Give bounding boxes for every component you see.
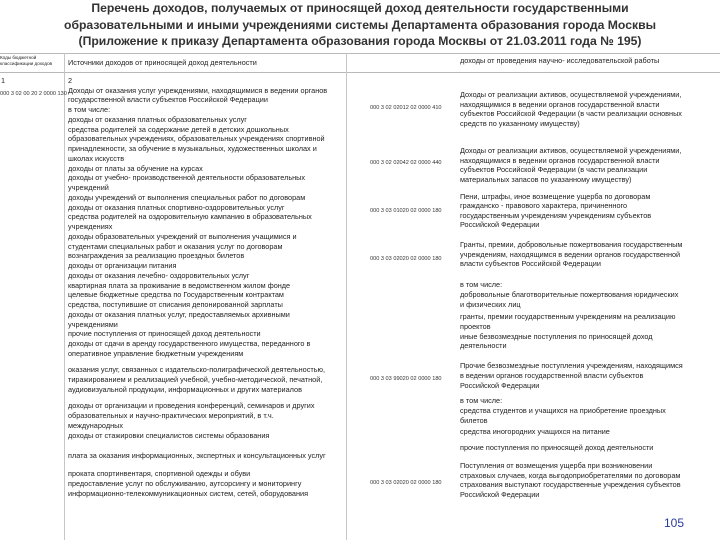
income-source-line: доходы от оказания платных услуг, предоставляемых архивными <box>68 310 290 319</box>
asset-income-line: учреждениям, находящимся в ведении органов государственной <box>460 250 681 259</box>
income-source-line: оперативное управление бюджетным учреждениям <box>68 349 244 358</box>
right-code-1: 000 3 02 02012 02 0000 410 <box>370 105 442 111</box>
asset-income-line: Прочие безвозмездные поступления учреждениям, находящимся <box>460 361 683 370</box>
income-source-line: в том числе: <box>68 105 111 114</box>
income-source-line: доходы от оказания лечебно- оздоровительных услуг <box>68 271 250 280</box>
code-column-header-line-2: классификации доходов <box>0 60 53 66</box>
asset-income-line: Гранты, премии, добровольные пожертвования государственным <box>460 240 683 249</box>
income-source-line: средства родителей на оздоровительную кампанию в образовательных <box>68 212 312 221</box>
title-line-1: Перечень доходов, получаемых от приносящей доход деятельности государственными <box>91 1 629 15</box>
code-column-header <box>0 55 52 66</box>
income-source-line: доходы от оказания платных образовательных услуг <box>68 115 247 124</box>
income-source-line: учреждений <box>68 183 109 192</box>
asset-income-line: Пени, штрафы, иное возмещение ущерба по договорам <box>460 192 651 201</box>
asset-income-line: проектов <box>460 322 491 331</box>
page-title <box>0 0 720 50</box>
income-source-line: доходы от учебно- производственной деятельности образовательных <box>68 173 306 182</box>
asset-income-line: Поступления от возмещения ущерба при возникновении <box>460 461 653 470</box>
income-source-line: средства родителей за содержание детей в детских дошкольных <box>68 125 289 134</box>
income-source-line: школах искусств <box>68 154 125 163</box>
income-source-line: образовательных и научно-практических мероприятий, в т.ч. <box>68 411 274 420</box>
column-number-2: 2 <box>68 76 73 85</box>
income-source-line: оказания услуг, связанных с издательско-полиграфической деятельностью, <box>68 365 326 374</box>
asset-income-line: страхования выступают государственные учреждения субъектов <box>460 480 681 489</box>
right-code-5: 000 3 03 99020 02 0000 180 <box>370 376 442 382</box>
left-income-code: 000 3 02 00 20 2 0000 130 <box>0 91 67 97</box>
income-source-line: доходы от организации питания <box>68 261 177 270</box>
income-source-line: прочие поступления от приносящей доход деятельности <box>68 329 261 338</box>
asset-income-line: билетов <box>460 416 488 425</box>
page-number: 105 <box>664 516 685 530</box>
asset-income-line: Доходы от реализации активов, осуществляемой учреждениями, <box>460 146 682 155</box>
right-code-6: 000 3 03 02020 02 0000 180 <box>370 480 442 486</box>
asset-income-line: иные безвозмездные поступления по приносящей доход <box>460 332 653 341</box>
income-source-line: аудиовизуальной продукции, информационных и других материалов <box>68 385 302 394</box>
asset-income-line: государственным учреждениям учреждениям субъектов <box>460 211 652 220</box>
asset-income-line: и физических лиц <box>460 300 521 309</box>
header-bottom-rule <box>0 72 720 73</box>
header-rule <box>0 53 720 54</box>
income-source-line: доходы образовательных учреждений от выполнения учащимися и <box>68 232 297 241</box>
asset-income-line: Российской Федерации <box>460 490 540 499</box>
asset-income-line: Российской Федерации <box>460 220 540 229</box>
income-source-line: учреждениях <box>68 222 113 231</box>
income-source-line: международных <box>68 421 124 430</box>
asset-income-line: в том числе: <box>460 396 503 405</box>
income-source-line: доходы от стажировки специалистов системы образования <box>68 431 270 440</box>
right-code-4: 000 3 03 02020 02 0000 180 <box>370 256 442 262</box>
right-code-3: 000 3 03 01020 02 0000 180 <box>370 208 442 214</box>
code-column-divider <box>64 53 65 540</box>
asset-income-line: средств по указанному имуществу) <box>460 119 580 128</box>
title-line-2: образовательными и иными учреждениями системы Департамента образования города Москвы <box>64 17 656 32</box>
sources-column-header: Источники доходов от приносящей доход деятельности <box>68 58 257 67</box>
asset-income-line: субъектов Российской Федерации (в части реализации <box>460 165 648 174</box>
income-source-line: доходы от организации и проведения конференций, семинаров и других <box>68 401 315 410</box>
income-source-line: доходы от оказания платных спортивно-оздоровительных услуг <box>68 203 285 212</box>
asset-income-line: в том числе: <box>460 280 503 289</box>
asset-income-line: материальных запасов по указанному имуществу) <box>460 175 632 184</box>
asset-income-line: страховых случаев, когда выгодоприобретателями по договорам <box>460 471 681 480</box>
income-source-line: квартирная плата за проживание в ведомственном жилом фонде <box>68 281 291 290</box>
income-source-line: предоставление услуг по обслуживанию, аутсорсингу и мониторингу <box>68 479 302 488</box>
income-source-line: доходы от сдачи в аренду государственного имущества, переданного в <box>68 339 311 348</box>
income-source-line: вознаграждения за реализацию проездных билетов <box>68 251 245 260</box>
asset-income-line: в ведении органов государственной власти субъектов <box>460 371 644 380</box>
right-code-2: 000 3 02 02042 02 0000 440 <box>370 160 442 166</box>
asset-income-line: Российской Федерации <box>460 381 540 390</box>
income-source-line: образовательных учреждениях, образовательных учреждениях спортивной <box>68 134 325 143</box>
asset-income-line: власти субъектов Российской Федерации <box>460 259 601 268</box>
sources-column-divider <box>346 53 347 540</box>
asset-income-line: средства студентов и учащихся на приобретение проездных <box>460 406 666 415</box>
asset-income-line: гранты, премии государственным учреждениям на реализацию <box>460 312 676 321</box>
income-source-line: доходы учреждений от выполнения специальных работ по договорам <box>68 193 306 202</box>
income-source-line: информационно-телекоммуникационных систем, сетей, оборудования <box>68 489 309 498</box>
asset-income-line: находящимися в ведении органов государственной власти <box>460 156 660 165</box>
income-source-line: учреждениями <box>68 320 118 329</box>
income-source-line: проката спортинвентаря, спортивной одежды и обуви <box>68 469 251 478</box>
right-column-header: доходы от проведения научно- исследовательской работы <box>460 56 660 65</box>
title-line-3: (Приложение к приказу Департамента образования города Москвы от 21.03.2011 года № 195) <box>78 34 642 48</box>
income-source-line: целевые бюджетные средства по Государственным контрактам <box>68 290 284 299</box>
income-source-line: студентами специальных работ и оказания услуг по договорам <box>68 242 283 251</box>
income-source-line: Доходы от оказания услуг учреждениями, находящимися в ведении органов <box>68 86 328 95</box>
asset-income-line: гражданско - правового характера, причиненного <box>460 201 628 210</box>
asset-income-line: субъектов Российской Федерации (в части реализации основных <box>460 109 682 118</box>
column-number-1: 1 <box>1 76 6 85</box>
income-source-line: тиражированием и реализацией учебной, учебно-методической, печатной, <box>68 375 323 384</box>
asset-income-line: добровольные благотворительные пожертвования юридических <box>460 290 679 299</box>
income-source-line: средства, поступившие от списания депонированной зарплаты <box>68 300 283 309</box>
asset-income-line: Доходы от реализации активов, осуществляемой учреждениями, <box>460 90 682 99</box>
income-source-line: плата за оказания информационных, экспертных и консультационных услуг <box>68 451 326 460</box>
asset-income-line: прочие поступления по приносящей доход деятельности <box>460 443 654 452</box>
asset-income-line: находящимися в ведении органов государственной власти <box>460 100 660 109</box>
asset-income-line: деятельности <box>460 341 507 350</box>
income-source-line: государственной власти субъектов Российской Федерации <box>68 95 268 104</box>
income-source-line: принадлежности, за обучение в музыкальных, художественных школах и <box>68 144 317 153</box>
income-source-line: доходы от платы за обучение на курсах <box>68 164 203 173</box>
asset-income-line: средства иногородних учащихся на питание <box>460 427 610 436</box>
code-column-header-line-1: Коды бюджетной <box>0 55 37 60</box>
